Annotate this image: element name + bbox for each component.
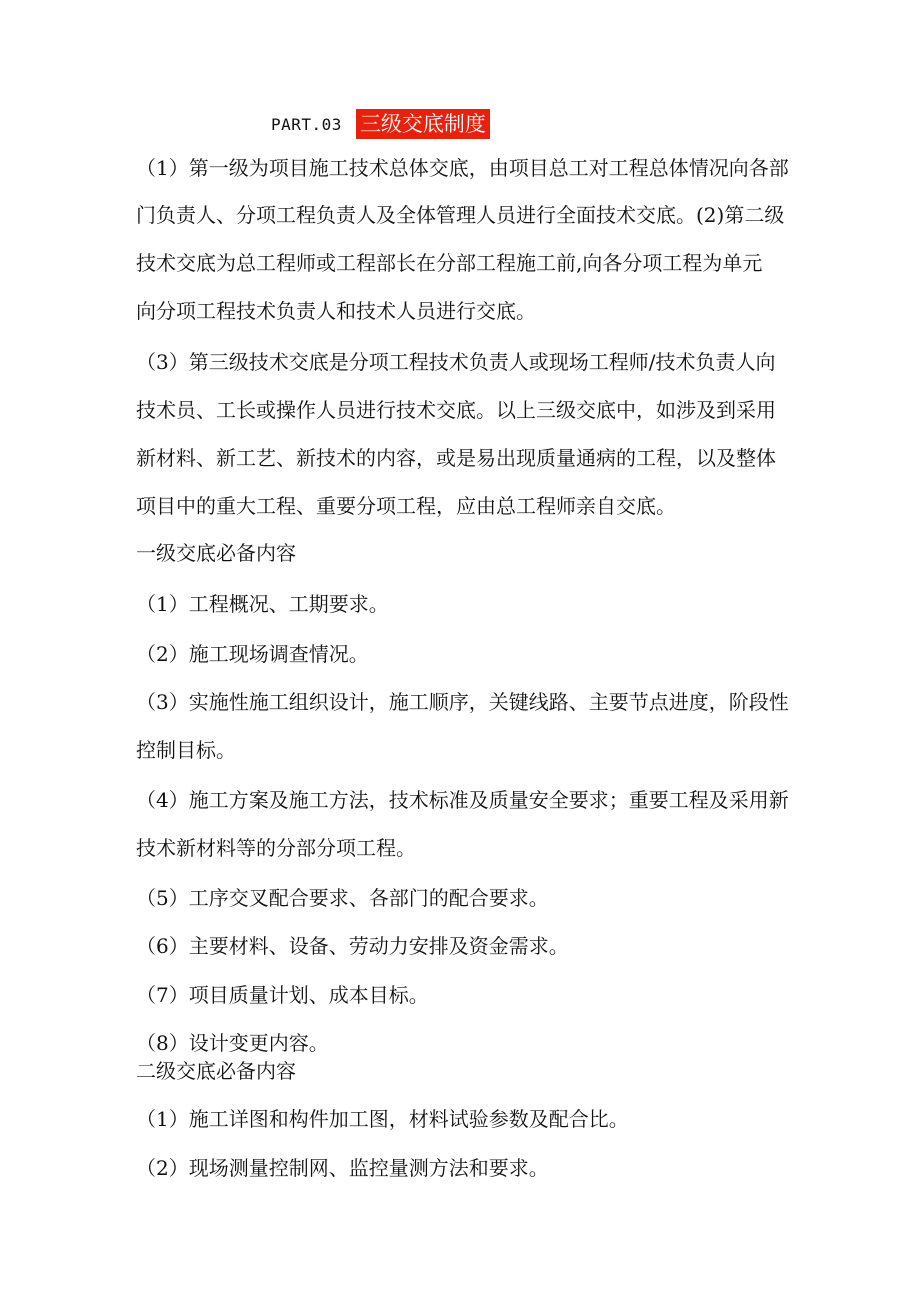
paragraph-line: （1）第一级为项目施工技术总体交底，由项目总工对工程总体情况向各部 [136, 156, 789, 180]
list-item: （4）施工方案及施工方法，技术标准及质量安全要求；重要工程及采用新 [136, 788, 789, 812]
list-item: （1）施工详图和构件加工图，材料试验参数及配合比。 [136, 1107, 629, 1131]
list-item: （5）工序交叉配合要求、各部门的配合要求。 [136, 886, 549, 910]
list-item: （6）主要材料、设备、劳动力安排及资金需求。 [136, 934, 569, 958]
list-item: （2）施工现场调查情况。 [136, 642, 369, 666]
list-item: （2）现场测量控制网、监控量测方法和要求。 [136, 1156, 549, 1180]
list-item: （1）工程概况、工期要求。 [136, 592, 389, 616]
list-item-continued: 控制目标。 [136, 738, 236, 762]
paragraph-line: （3）第三级技术交底是分项工程技术负责人或现场工程师/技术负责人向 [136, 350, 776, 374]
section-heading [271, 108, 490, 140]
list-item-continued: 技术新材料等的分部分项工程。 [136, 836, 416, 860]
paragraph-line: 向分项工程技术负责人和技术人员进行交底。 [136, 299, 536, 323]
subheading-level-one: 一级交底必备内容 [136, 541, 296, 565]
section-title-badge: 三级交底制度 [356, 109, 490, 139]
part-label: PART.03 [271, 114, 342, 134]
paragraph-line: 门负责人、分项工程负责人及全体管理人员进行全面技术交底。(2)第二级 [136, 203, 785, 227]
list-item: （7）项目质量计划、成本目标。 [136, 983, 429, 1007]
paragraph-line: 新材料、新工艺、新技术的内容，或是易出现质量通病的工程，以及整体 [136, 446, 776, 470]
paragraph-line: 项目中的重大工程、重要分项工程，应由总工程师亲自交底。 [136, 494, 676, 518]
subheading-level-two: 二级交底必备内容 [136, 1059, 296, 1083]
list-item: （3）实施性施工组织设计，施工顺序，关键线路、主要节点进度，阶段性 [136, 690, 789, 714]
paragraph-line: 技术交底为总工程师或工程部长在分部工程施工前,向各分项工程为单元 [136, 251, 763, 275]
list-item: （8）设计变更内容。 [136, 1031, 329, 1055]
paragraph-line: 技术员、工长或操作人员进行技术交底。以上三级交底中，如涉及到采用 [136, 398, 776, 422]
